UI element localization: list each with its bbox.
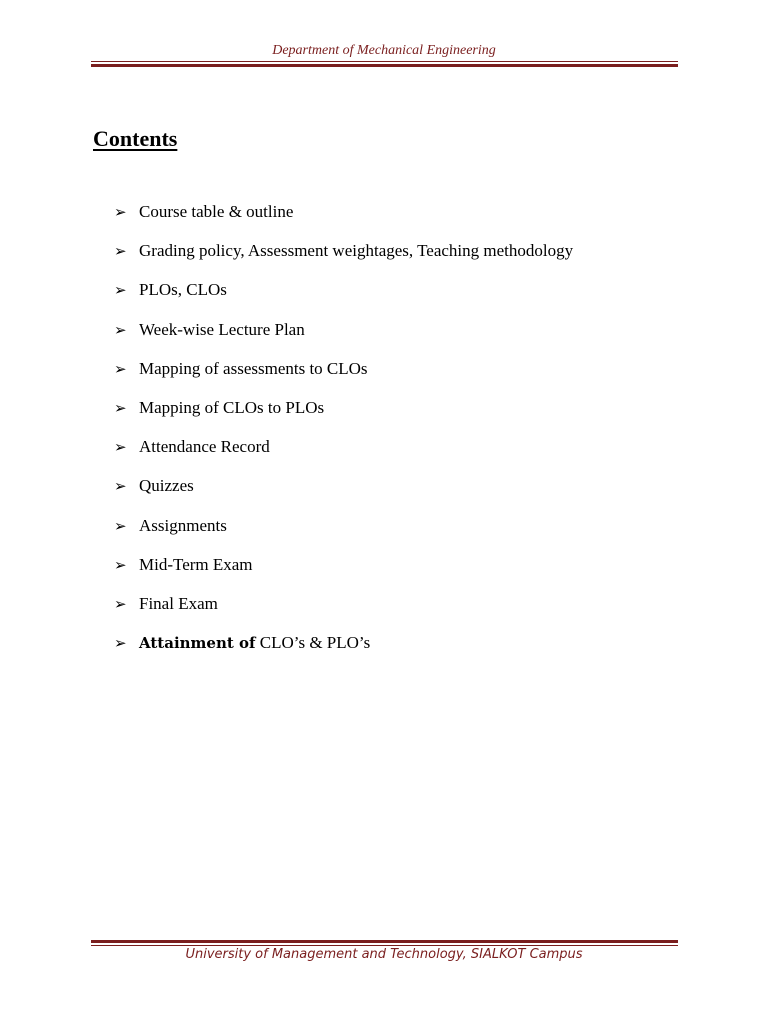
list-item-label: Mapping of CLOs to PLOs <box>139 397 325 417</box>
list-item <box>114 318 573 357</box>
list-item <box>114 200 573 239</box>
arrow-bullet-icon: ➢ <box>114 594 127 613</box>
list-item-label: Week-wise Lecture Plan <box>139 319 305 339</box>
list-item-label: Attendance Record <box>139 437 270 457</box>
list-item <box>114 239 573 278</box>
arrow-bullet-icon: ➢ <box>114 555 127 574</box>
footer-rule <box>91 940 678 946</box>
list-item-label: Mid-Term Exam <box>139 554 253 574</box>
arrow-bullet-icon: ➢ <box>114 242 127 261</box>
list-item-label: Grading policy, Assessment weightages, Teaching methodology <box>139 241 574 261</box>
list-item-label-rest: CLO’s & PLO’s <box>255 633 371 653</box>
list-item-label: Quizzes <box>139 476 194 496</box>
contents-list <box>114 200 573 670</box>
page-title: Contents <box>93 126 178 151</box>
header-department: Department of Mechanical Engineering <box>272 43 496 58</box>
footer-university: University of Management and Technology, SIALKOT Campus <box>185 947 583 962</box>
arrow-bullet-icon: ➢ <box>114 438 127 457</box>
list-item <box>114 553 573 592</box>
list-item-label: Course table & outline <box>139 202 294 221</box>
arrow-bullet-icon: ➢ <box>114 398 127 417</box>
list-item <box>114 592 573 631</box>
arrow-bullet-icon: ➢ <box>114 203 127 221</box>
list-item-label: Mapping of assessments to CLOs <box>139 358 368 378</box>
arrow-bullet-icon: ➢ <box>114 320 127 339</box>
list-item <box>114 396 573 435</box>
list-item <box>114 357 573 396</box>
list-item <box>114 631 573 670</box>
arrow-bullet-icon: ➢ <box>114 477 127 496</box>
arrow-bullet-icon: ➢ <box>114 634 127 653</box>
arrow-bullet-icon: ➢ <box>114 359 127 378</box>
list-item-label <box>139 631 370 655</box>
list-item <box>114 435 573 474</box>
list-item <box>114 514 573 553</box>
list-item-label: Final Exam <box>139 593 218 613</box>
list-item-label: Assignments <box>139 515 227 535</box>
arrow-bullet-icon: ➢ <box>114 516 127 535</box>
list-item-label: PLOs, CLOs <box>139 280 227 300</box>
list-item <box>114 474 573 513</box>
header-rule <box>91 61 678 67</box>
arrow-bullet-icon: ➢ <box>114 281 127 300</box>
list-item <box>114 278 573 317</box>
list-item-label-bold: Attainment of <box>139 634 256 653</box>
